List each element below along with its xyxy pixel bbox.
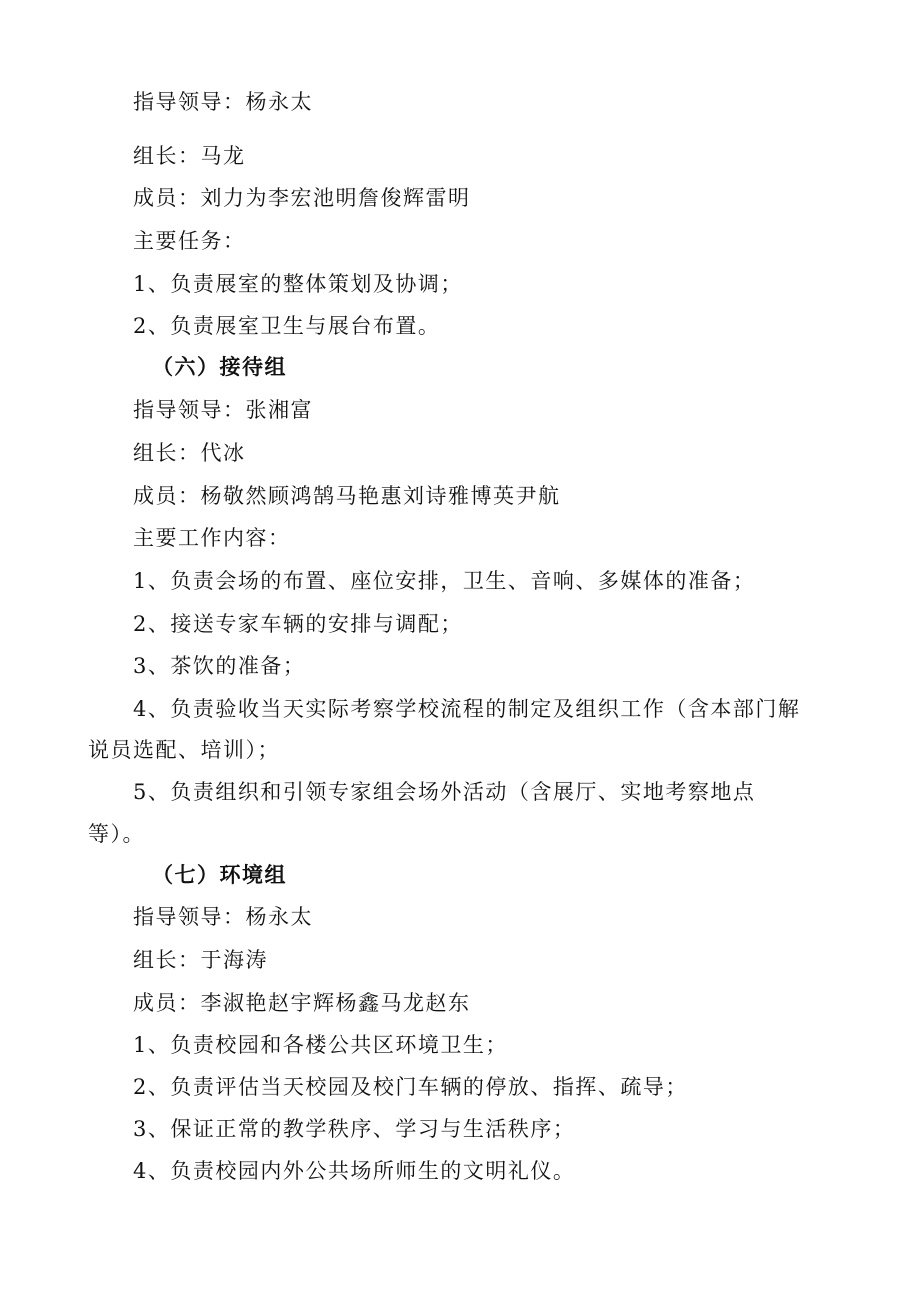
exhibition-members: 成员：刘力为李宏池明詹俊辉雷明: [133, 186, 471, 210]
reception-task-3: 3、茶饮的准备；: [133, 654, 306, 678]
reception-members: 成员：杨敬然顾鸿鹄马艳惠刘诗雅博英尹航: [133, 484, 561, 508]
environment-head: 组长：于海涛: [133, 948, 268, 972]
reception-task-4-continued: 说员选配、培训）；: [88, 738, 280, 762]
exhibition-head: 组长：马龙: [133, 144, 246, 168]
exhibition-leader: 指导领导：杨永太: [133, 90, 313, 114]
reception-task-5: 5、负责组织和引领专家组会场外活动（含展厅、实地考察地点: [133, 780, 756, 804]
reception-head: 组长：代冰: [133, 441, 246, 465]
environment-task-3: 3、保证正常的教学秩序、学习与生活秩序；: [133, 1117, 576, 1141]
reception-task-2: 2、接送专家车辆的安排与调配；: [133, 612, 463, 636]
reception-leader: 指导领导：张湘富: [133, 398, 313, 422]
reception-heading: （六）接待组: [152, 355, 287, 379]
environment-leader: 指导领导：杨永太: [133, 905, 313, 929]
reception-task-4: 4、负责验收当天实际考察学校流程的制定及组织工作（含本部门解: [133, 697, 801, 721]
exhibition-task-title: 主要任务：: [133, 229, 246, 253]
reception-task-1: 1、负责会场的布置、座位安排，卫生、音响、多媒体的准备；: [133, 569, 756, 593]
environment-members: 成员：李淑艳赵宇辉杨鑫马龙赵东: [133, 991, 471, 1015]
exhibition-task-2: 2、负责展室卫生与展台布置。: [133, 314, 441, 338]
environment-heading: （七）环境组: [152, 863, 287, 887]
environment-task-2: 2、负责评估当天校园及校门车辆的停放、指挥、疏导；: [133, 1075, 688, 1099]
environment-task-1: 1、负责校园和各楼公共区环境卫生；: [133, 1033, 508, 1057]
reception-task-5-continued: 等）。: [88, 822, 145, 846]
exhibition-task-1: 1、负责展室的整体策划及协调；: [133, 272, 463, 296]
environment-task-4: 4、负责校园内外公共场所师生的文明礼仪。: [133, 1159, 576, 1183]
reception-task-title: 主要工作内容：: [133, 526, 291, 550]
